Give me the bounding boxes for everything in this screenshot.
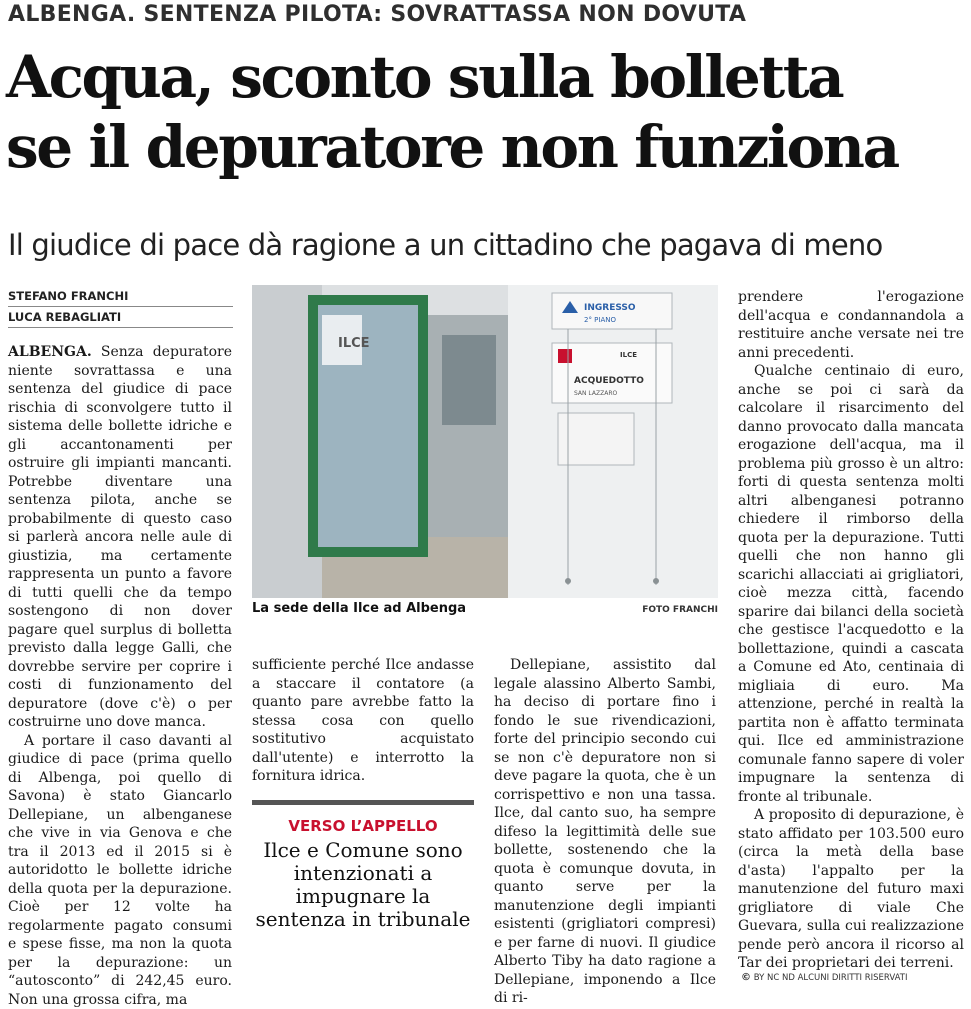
headline-line-1: Acqua, sconto sulla bolletta [6, 42, 966, 112]
pull-quote-label: VERSO L’APPELLO [252, 817, 474, 835]
author-1: STEFANO FRANCHI [8, 286, 233, 307]
kicker: ALBENGA. SENTENZA PILOTA: SOVRATTASSA NON DOVUTA [8, 2, 968, 27]
photo-caption: La sede della Ilce ad Albenga [252, 601, 466, 616]
pull-quote-text: Ilce e Comune sono intenzionati a impugnare la sentenza in tribunale [252, 839, 474, 931]
article-paragraph: prendere l'erogazione dell'acqua e condannandola a restituire anche versate nei tre anni precedenti. [738, 288, 964, 362]
headline [6, 42, 966, 182]
byline [8, 286, 233, 328]
article-paragraph: sufficiente perché Ilce andasse a staccare il contatore (a quanto pare avrebbe fatto la stessa cosa con quello sostitutivo acquistato dall'utente) e interrotto la fornitura idrica. [252, 656, 474, 786]
article-paragraph [8, 343, 232, 732]
photo-caption-bar [252, 601, 718, 616]
sign-brand: ILCE [620, 351, 637, 359]
sign-top-sub: 2° PIANO [584, 316, 616, 324]
article-column-1 [8, 343, 232, 1009]
article-text: Senza depuratore niente sovrattassa e una sentenza del giudice di pace rischia di sconvolgere tutto il sistema delle bollette idriche e gli accantonamenti per ostruire gli impianti mancanti. Potrebbe diventare una sentenza pilota, anche se probabilmente di questo caso si parlerà ancora nelle aule di giustizia, ma certamente rappresenta un punto a favore di tutti quelli che da tempo sostengono di non dover pagare quel surplus di bolletta previsto dalla legge Galli, che dovrebbe servire per coprire i costi di funzionamento del depuratore (dove c'è) o per costruirne uno dove manca. [8, 344, 232, 730]
sign-main: ACQUEDOTTO [574, 376, 644, 386]
license-text: BY NC ND ALCUNI DIRITTI RISERVATI [754, 973, 908, 983]
subhead: Il giudice di pace dà ragione a un cittadino che pagava di meno [8, 228, 968, 262]
pull-quote-box [252, 800, 474, 975]
article-column-3 [494, 656, 716, 1008]
headline-line-2: se il depuratore non funziona [6, 112, 966, 182]
door-logo: ILCE [338, 336, 370, 351]
author-2: LUCA REBAGLIATI [8, 307, 233, 328]
article-column-4 [738, 288, 964, 973]
article-column-2 [252, 656, 474, 786]
sign-top: INGRESSO [584, 303, 636, 313]
article-paragraph: A portare il caso davanti al giudice di pace (prima quello di Albenga, poi quello di Savona) è stato Giancarlo Dellepiane, un albenganese che vive in via Genova e che tra il 2013 ed il 2015 si è autoridotto le bollette idriche della quota per la depurazione. Cioè per 12 volte ha regolarmente pagato consumi e spese fisse, ma non la quota per la depurazione: un “autosconto” di 242,45 euro. Non una grossa cifra, ma [8, 732, 232, 1009]
article-paragraph: Qualche centinaio di euro, anche se poi ci sarà da calcolare il risarcimento del danno provocato dalla mancata erogazione dell'acqua, ma il problema più grosso è un altro: forti di questa sentenza molti altri albenganesi potranno chiedere il rimborso della quota per la depurazione. Tutti quelli che non hanno gli scarichi allacciati ai grigliatori, cioè mezza città, facendo sparire dai bilanci della società che gestisce l'acquedotto e la bollettazione, quindi a cascata a Comune ed Ato, centinaia di migliaia di euro. Ma attenzione, perché in realtà la partita non è affatto terminata qui. Ilce ed amministrazione comunale fanno sapere di voler impugnare la sentenza di fronte al tribunale. [738, 362, 964, 806]
office-entrance-illustration [252, 285, 718, 598]
license-note [741, 972, 966, 983]
photo-credit: FOTO FRANCHI [642, 605, 718, 615]
article-paragraph: Dellepiane, assistito dal legale alassino Alberto Sambi, ha deciso di portare fino i fondo le sue rivendicazioni, forte del principio secondo cui se non c'è depuratore non si deve pagare la quota, che è un corrispettivo e non una tassa. Ilce, dal canto suo, ha sempre difeso la legittimità delle sue bollette, sostenendo che la quota è comunque dovuta, in quanto serve per la manutenzione degli impianti esistenti (grigliatori compresi) e per farne di nuovi. Il giudice Alberto Tiby ha dato ragione a Dellepiane, imponendo a Ilce di ri- [494, 656, 716, 1008]
article-photo [252, 285, 718, 598]
brand-mark-icon [558, 349, 572, 363]
sign-main-sub: SAN LAZZARO [574, 390, 617, 397]
cc-icon: © [741, 972, 751, 983]
article-paragraph: A proposito di depurazione, è stato affidato per 103.500 euro (circa la metà della base d'asta) l'appalto per la manutenzione del futuro maxi grigliatore di viale Che Guevara, sulla cui realizzazione pende però ancora il ricorso al Tar dei proprietari dei terreni. [738, 806, 964, 973]
dateline: ALBENGA. [8, 344, 92, 360]
